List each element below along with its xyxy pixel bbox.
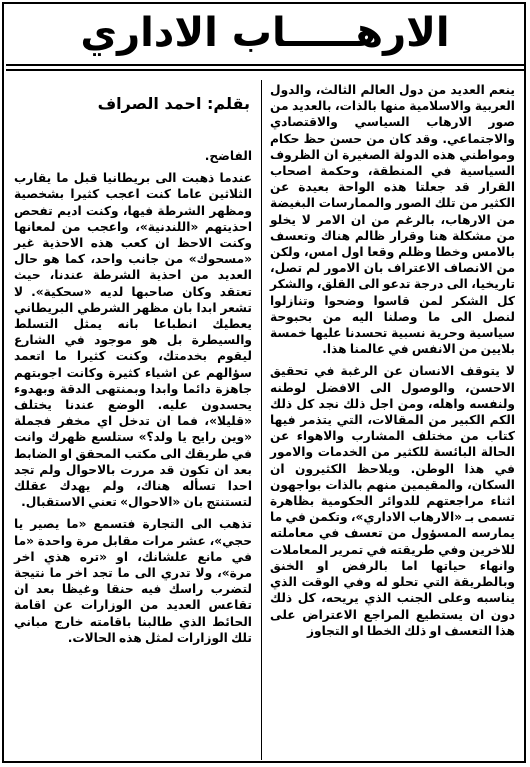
paragraph: ينعم العديد من دول العالم الثالث، والدول العربية والاسلامية منها بالذات، بالعديد من صور الارهاب السياسي والاقتصادي والاجتماعي. وقد كان من حسن حظ حكام ومواطني هذه الدولة الصغيرة ان الظروف السياسية في المنطقة، وحكمة اصحاب القرار قد جعلتا هذه الواحة بعيدة عن الكثير من تلك الصور والممارسات البغيضة من الارهاب، بالرغم من ان الامر لا يخلو من مشكلة هنا وقرار ظالم هناك وتعسف بالامس وخطا وظلم وقعا اول امس، ولكن من الانصاف الاعتراف بان الامور لم تصل، تاريخيا، الى درجة تدعو الى القلق، والشكر كل الشكر لمن قاسوا وضحوا وتنازلوا لنصل الى ما وصلنا اليه من بحبوحة سياسية وحرية نسبية تحسدنا عليها خمسة بلايين من الانفس في عالمنا هذا. [270,83,515,357]
left-column [14,148,252,646]
paragraph: عندما ذهبت الى بريطانيا قبل ما يقارب الثلاثين عاما كنت اعجب كثيرا بشخصية ومظهر الشرطة فيها، وكنت اديم تفحص احذيتهم «اللندنية»، واعجب من لمعانها وكنت الاحظ ان كعب هذه الاحذية غير «مسحوك» من جانب واحد، كما هو حال العديد من احذية الشرطة عندنا، حيث تعتقد وكان صاحبها لديه «سحكية». لا تشعر ابدا بان مظهر الشرطي البريطاني يعطيك انطباعا بانه يمثل التسلط والسيطرة بل هو موجود في الشارع ليقوم بخدمتك، وكنت كثيرا ما اتعمد سؤالهم عن اشياء كثيرة وكانت اجوبتهم جاهزة دائما وابدا وبمنتهى الدقة وبهدوء يحسدون عليه. الوضع عندنا يختلف «قليلا»، فما ان تدخل اي مخفر فجملة «وين رايح يا ولد؟» ستلسع ظهرك وانت في طريقك الى مكتب المحقق او الضابط بعد ان تكون قد مررت بالاحوال ولم تجد احدا تسأله هناك، ولم يهدك عقلك لتستنتج بان «الاحوال» تعني الاستقبال. [14,171,252,510]
headline-rule-bottom [6,69,524,71]
right-column [270,82,515,639]
article-byline: بقلم: احمد الصراف [97,94,250,113]
column-divider [261,80,262,760]
paragraph: تذهب الى التجارة فتسمع «ما يصير يا حجي»، عشر مرات مقابل مرة واحدة «ما في مانع علشانك، او «تره هذي اخر مرة»، ولا تدري الى ما تجد اخر ما نتيجة لتضرب راسك فيه حنقا وغيظا بعد ان تقاعس العديد من الوزارات عن اقامة الحائط الذي طالبنا باقامته خارج مباني تلك الوزارات لمثل هذه الحالات. [14,517,252,645]
headline-rule-top [6,64,524,66]
paragraph: الفاضح. [204,149,252,163]
paragraph: لا يتوقف الانسان عن الرغبة في تحقيق الاحسن، والوصول الى الافضل لوطنه ولنفسه واهله، ومن اجل ذلك نجد كل ذلك الكم الكبير من المقالات، التي يتذمر فيها كتاب من مختلف المشارب والاهواء عن الحالة البائسة للكثير من الخدمات والامور في هذا الوطن. ويلاحظ الكثيرون ان السكان، والمقيمين منهم بالذات بواجهون اثناء مراجعتهم للدوائر الحكومية بظاهرة تسمى بـ «الارهاب الاداري»، وتكمن في ما يمارسه المسؤول من تعسف في معاملته للاخرين وفي طريقته في تمرير المعاملات وانهاء حياتها اما بالرفض او الخنق وبالطريقة التي تحلو له وفي الوقت الذي يناسبه وعلى الجنب الذي يريحه، كل ذلك دون ان يستطيع المراجع الاعتراض على هذا التعسف او ذلك الخطا او التجاوز [270,364,515,638]
article-headline: الارهـــــاب الاداري [80,10,450,56]
